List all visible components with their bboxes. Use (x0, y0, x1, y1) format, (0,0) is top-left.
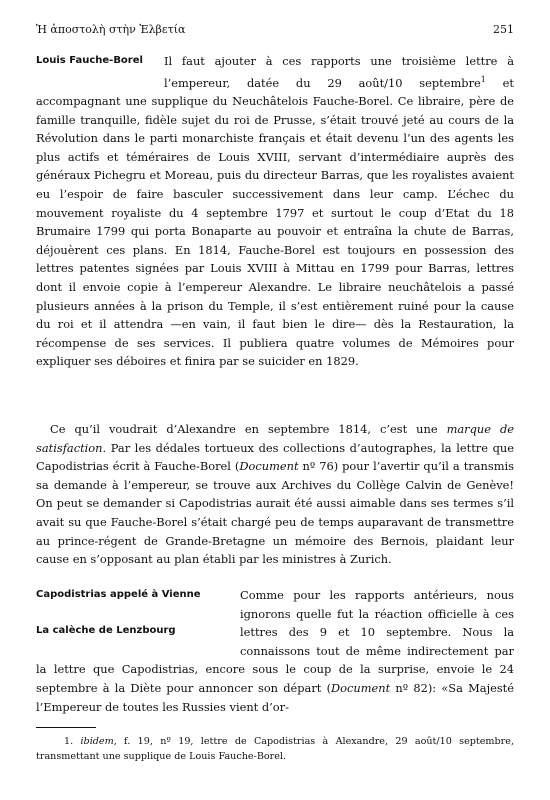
paragraph2-text-2: Par les dédales tortueux des collections d’autographes, la lettre que Capodistrias écrit à Fauche-Borel ( (36, 440, 514, 474)
paragraph3-text-2: nº 82): «Sa Majesté l’Empereur de toutes les Russies vient d’or- (36, 680, 515, 714)
sidenote-fauche-borel: Louis Fauche-Borel (36, 55, 143, 66)
paragraph-fauche-borel (36, 52, 514, 371)
footnote-emphasis: ibidem (80, 736, 114, 747)
paragraph2-text-3: nº 76) pour l’avertir qu’il a transmis sa demande à l’empereur, se trouve aux Archives du Collège Calvin de Genève! On peut se demander si Capodistrias aurait été aussi aimable dans ses termes s’il avait su que Fauche-Borel s’était chargé peu de temps auparavant de transmettre au prince-régent de Grande-Bretagne un mémoire des Bernois, plaidant leur cause en s’opposant au plan établi par les ministres à Zurich. (36, 459, 514, 567)
paragraph2-emphasis-1: marque de satisfaction. (36, 422, 514, 455)
paragraph-marque-satisfaction (36, 420, 514, 569)
page-number: 251 (493, 23, 514, 36)
running-head-title: Ἡ ἀποστολὴ στὴν Ἑλβετία (36, 23, 186, 36)
paragraph2-emphasis-2: Document (239, 459, 299, 474)
footnote-text: , f. 19, nº 19, lettre de Capodistrias à Alexandre, 29 août/10 septembre, transmettant une supplique de Louis Fauche-Borel. (36, 736, 514, 762)
footnote-divider (36, 727, 96, 728)
footnote (36, 734, 514, 764)
paragraph2-text-1: Ce qu’il voudrait d’Alexandre en septembre 1814, c’est une (50, 422, 447, 436)
running-head (36, 22, 514, 38)
paragraph-capodistrias-vienne (36, 586, 514, 716)
footnote-reference: 1 (480, 74, 486, 84)
paragraph1-text-start: Il faut ajouter à ces rapports une troisième lettre à l’empereur, datée du 29 août/10 septembre (164, 54, 514, 90)
paragraph3-text-1: Comme pour les rapports antérieurs, nous ignorons quelle fut la réaction officielle à ces lettres des 9 et 10 septembre. Nous la connaissons tout de même indirectement par la lettre que Capodistrias, encore sous le coup de la surprise, envoie le 24 septembre à la Diète pour annoncer son départ ( (36, 588, 514, 695)
sidenote-column (36, 586, 240, 658)
paragraph3-emphasis-1: Document (331, 680, 391, 695)
footnote-number: 1. (64, 736, 74, 747)
paragraph1-text-rest: et accompagnant une supplique du Neuchâtelois Fauche-Borel. Ce libraire, père de famille tranquille, fidèle sujet du roi de Prusse, s’était trouvé jeté au cours de la Révolution dans le parti monarchiste français et était devenu l’un des agents les plus actifs et téméraires de Louis XVIII, servant d’intermédiaire auprès des généraux Pichegru et Moreau, puis du directeur Barras, que les royalistes avaient eu l’espoir de faire basculer successivement dans leur camp. L’échec du mouvement royaliste du 4 septembre 1797 et surtout le coup d’Etat du 18 Brumaire 1799 qui porta Bonaparte au pouvoir et entraîna la chute de Barras, déjouèrent ces plans. En 1814, Fauche-Borel est toujours en possession des lettres patentes signées par Louis XVIII à Mittau en 1799 pour Barras, lettres dont il envoie copie à l’empereur Alexandre. Le libraire neuchâtelois a passé plusieurs années à la prison du Temple, il s’est entièrement ruiné pour la cause du roi et il attendra —en vain, il faut bien le dire— dès la Restauration, la récompense de ses services. Il publiera quatre volumes de Mémoires pour expliquer ses déboires et finira par se suicider en 1829. (36, 75, 514, 369)
sidenote-lenzbourg: La calèche de Lenzbourg (36, 625, 176, 636)
sidenote-vienne: Capodistrias appelé à Vienne (36, 589, 201, 600)
